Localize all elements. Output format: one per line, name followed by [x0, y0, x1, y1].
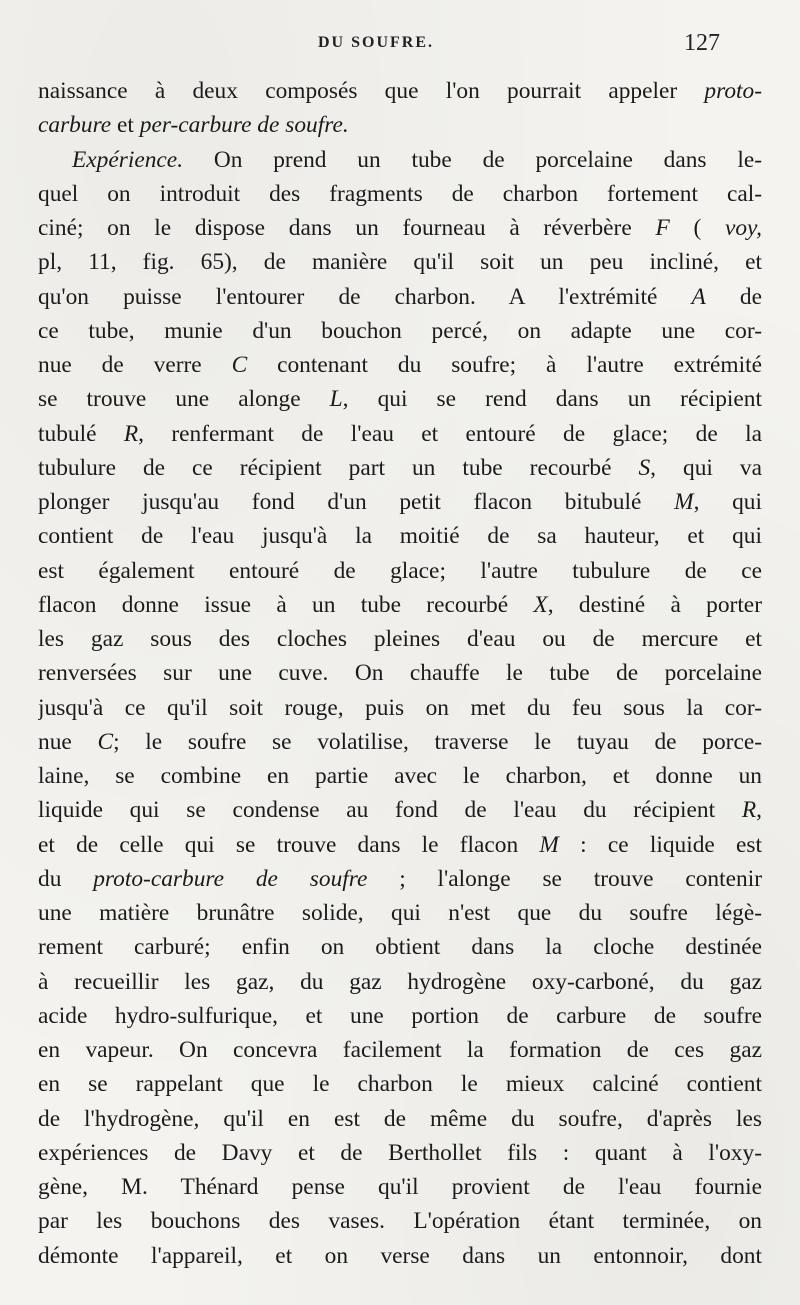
text-run: , qui	[693, 489, 762, 515]
text-run: , renfermant de l'eau et entouré de glace; de la	[138, 420, 762, 447]
text-line	[38, 691, 762, 725]
text-line	[38, 485, 762, 519]
text-run: nue	[38, 728, 98, 755]
text-run: en se rappelant que le charbon le mieux calciné contient	[38, 1071, 762, 1098]
italic-run: R	[123, 420, 139, 447]
text-line	[38, 1204, 762, 1238]
text-line	[38, 554, 762, 588]
text-run: expériences de Davy et de Berthollet fils : quant à l'oxy-	[38, 1139, 762, 1166]
text-line	[38, 828, 762, 862]
italic-run: voy,	[724, 215, 762, 241]
text-run: (	[669, 215, 725, 241]
text-line	[38, 451, 762, 485]
text-line	[38, 588, 762, 622]
body-text	[38, 74, 762, 1273]
text-line	[38, 930, 762, 964]
text-run: ,	[756, 797, 762, 824]
text-line	[38, 965, 762, 999]
text-line	[38, 656, 762, 690]
text-run: les gaz sous des cloches pleines d'eau ou de mercure et	[38, 626, 762, 652]
text-run: jusqu'à ce qu'il soit rouge, puis on met du feu sous la cor-	[38, 694, 762, 721]
text-run: du	[38, 865, 94, 892]
text-run: , qui va	[650, 454, 762, 481]
text-run: qu'on puisse l'entourer de charbon. A l'extrémité	[38, 283, 692, 310]
text-run: tubulé	[38, 420, 124, 447]
text-line	[38, 999, 762, 1033]
italic-run: C	[231, 352, 248, 378]
text-run: se trouve une alonge	[38, 386, 330, 413]
text-run: liquide qui se condense au fond de l'eau du récipient	[38, 797, 742, 824]
text-line	[38, 1239, 762, 1273]
text-line	[38, 725, 762, 759]
text-run: On prend un tube de porcelaine dans le-	[183, 146, 762, 173]
italic-run: M	[674, 489, 694, 515]
text-run: acide hydro-sulfurique, et une portion de carbure de soufre	[38, 1002, 762, 1029]
italic-run: Expérience.	[72, 146, 184, 173]
text-run: est également entouré de glace; l'autre tubulure de ce	[38, 557, 762, 584]
text-line	[38, 211, 762, 245]
text-line	[38, 1136, 762, 1170]
text-line	[38, 245, 762, 279]
text-line	[38, 759, 762, 793]
italic-run: S	[638, 454, 651, 481]
text-line	[38, 108, 762, 142]
text-line	[38, 519, 762, 553]
italic-run: A	[691, 283, 706, 310]
text-run: naissance à deux composés que l'on pourrait appeler	[38, 78, 705, 104]
text-run: ; le soufre se volatilise, traverse le tuyau de porce-	[113, 728, 762, 755]
text-line	[38, 314, 762, 348]
text-line	[38, 177, 762, 211]
text-run: à recueillir les gaz, du gaz hydrogène oxy-carboné, du gaz	[38, 968, 762, 995]
text-run: démonte l'appareil, et on verse dans un entonnoir, dont	[38, 1242, 762, 1269]
text-run: plonger jusqu'au fond d'un petit flacon bitubulé	[38, 489, 675, 515]
text-run: contient de l'eau jusqu'à la moitié de sa hauteur, et qui	[38, 523, 762, 550]
italic-run: R	[741, 797, 757, 824]
text-run: , qui se rend dans un récipient	[342, 386, 762, 413]
text-run: pl, 11, fig. 65), de manière qu'il soit un peu incliné, et	[38, 249, 762, 276]
text-run: : ce liquide est	[558, 831, 762, 858]
text-run: quel on introduit des fragments de charbon fortement cal-	[38, 180, 762, 207]
text-line	[38, 348, 762, 382]
text-run: et	[111, 112, 140, 139]
italic-run: X	[533, 591, 548, 618]
italic-run: C	[97, 728, 114, 755]
text-run: laine, se combine en partie avec le charbon, et donne un	[38, 763, 762, 789]
text-line	[38, 143, 762, 177]
page-number: 127	[684, 30, 720, 56]
running-head	[0, 30, 800, 58]
text-line	[38, 1067, 762, 1101]
text-line	[38, 417, 762, 451]
text-run: et de celle qui se trouve dans le flacon	[38, 831, 540, 858]
text-run: renversées sur une cuve. On chauffe le tube de porcelaine	[38, 660, 762, 687]
italic-run: proto-	[704, 78, 762, 104]
text-run: nue de verre	[38, 352, 232, 378]
text-line	[38, 74, 762, 108]
text-run: contenant du soufre; à l'autre extrémité	[247, 352, 762, 378]
text-run: en vapeur. On concevra facilement la formation de ces gaz	[38, 1037, 762, 1063]
text-line	[38, 1102, 762, 1136]
text-line	[38, 280, 762, 314]
text-run: par les bouchons des vases. L'opération étant terminée, on	[38, 1208, 762, 1235]
text-line	[38, 622, 762, 656]
text-line	[38, 1033, 762, 1067]
text-run: tubulure de ce récipient part un tube recourbé	[38, 454, 639, 481]
text-run: gène, M. Thénard pense qu'il provient de l'eau fournie	[38, 1174, 762, 1200]
text-line	[38, 862, 762, 896]
text-line	[38, 896, 762, 930]
text-run: ce tube, munie d'un bouchon percé, on adapte une cor-	[38, 317, 762, 344]
text-line	[38, 382, 762, 416]
italic-run: proto-carbure de soufre	[93, 865, 368, 892]
text-run: ciné; on le dispose dans un fourneau à réverbère	[38, 215, 656, 241]
text-line	[38, 793, 762, 827]
text-run: rement carburé; enfin on obtient dans la cloche destinée	[38, 934, 762, 961]
italic-run: carbure	[38, 112, 112, 139]
italic-run: L	[329, 386, 343, 413]
text-run: ; l'alonge se trouve contenir	[367, 865, 762, 892]
italic-run: F	[655, 215, 670, 241]
text-line	[38, 1170, 762, 1204]
italic-run: M	[539, 831, 559, 858]
text-run: flacon donne issue à un tube recourbé	[38, 591, 534, 618]
italic-run: per-carbure de soufre.	[139, 112, 349, 139]
text-run: de l'hydrogène, qu'il en est de même du soufre, d'après les	[38, 1105, 762, 1132]
text-run: une matière brunâtre solide, qui n'est que du soufre légè-	[38, 900, 762, 926]
text-run: de	[705, 283, 762, 310]
text-run: , destiné à porter	[547, 591, 762, 618]
running-title: DU SOUFRE.	[318, 34, 435, 51]
